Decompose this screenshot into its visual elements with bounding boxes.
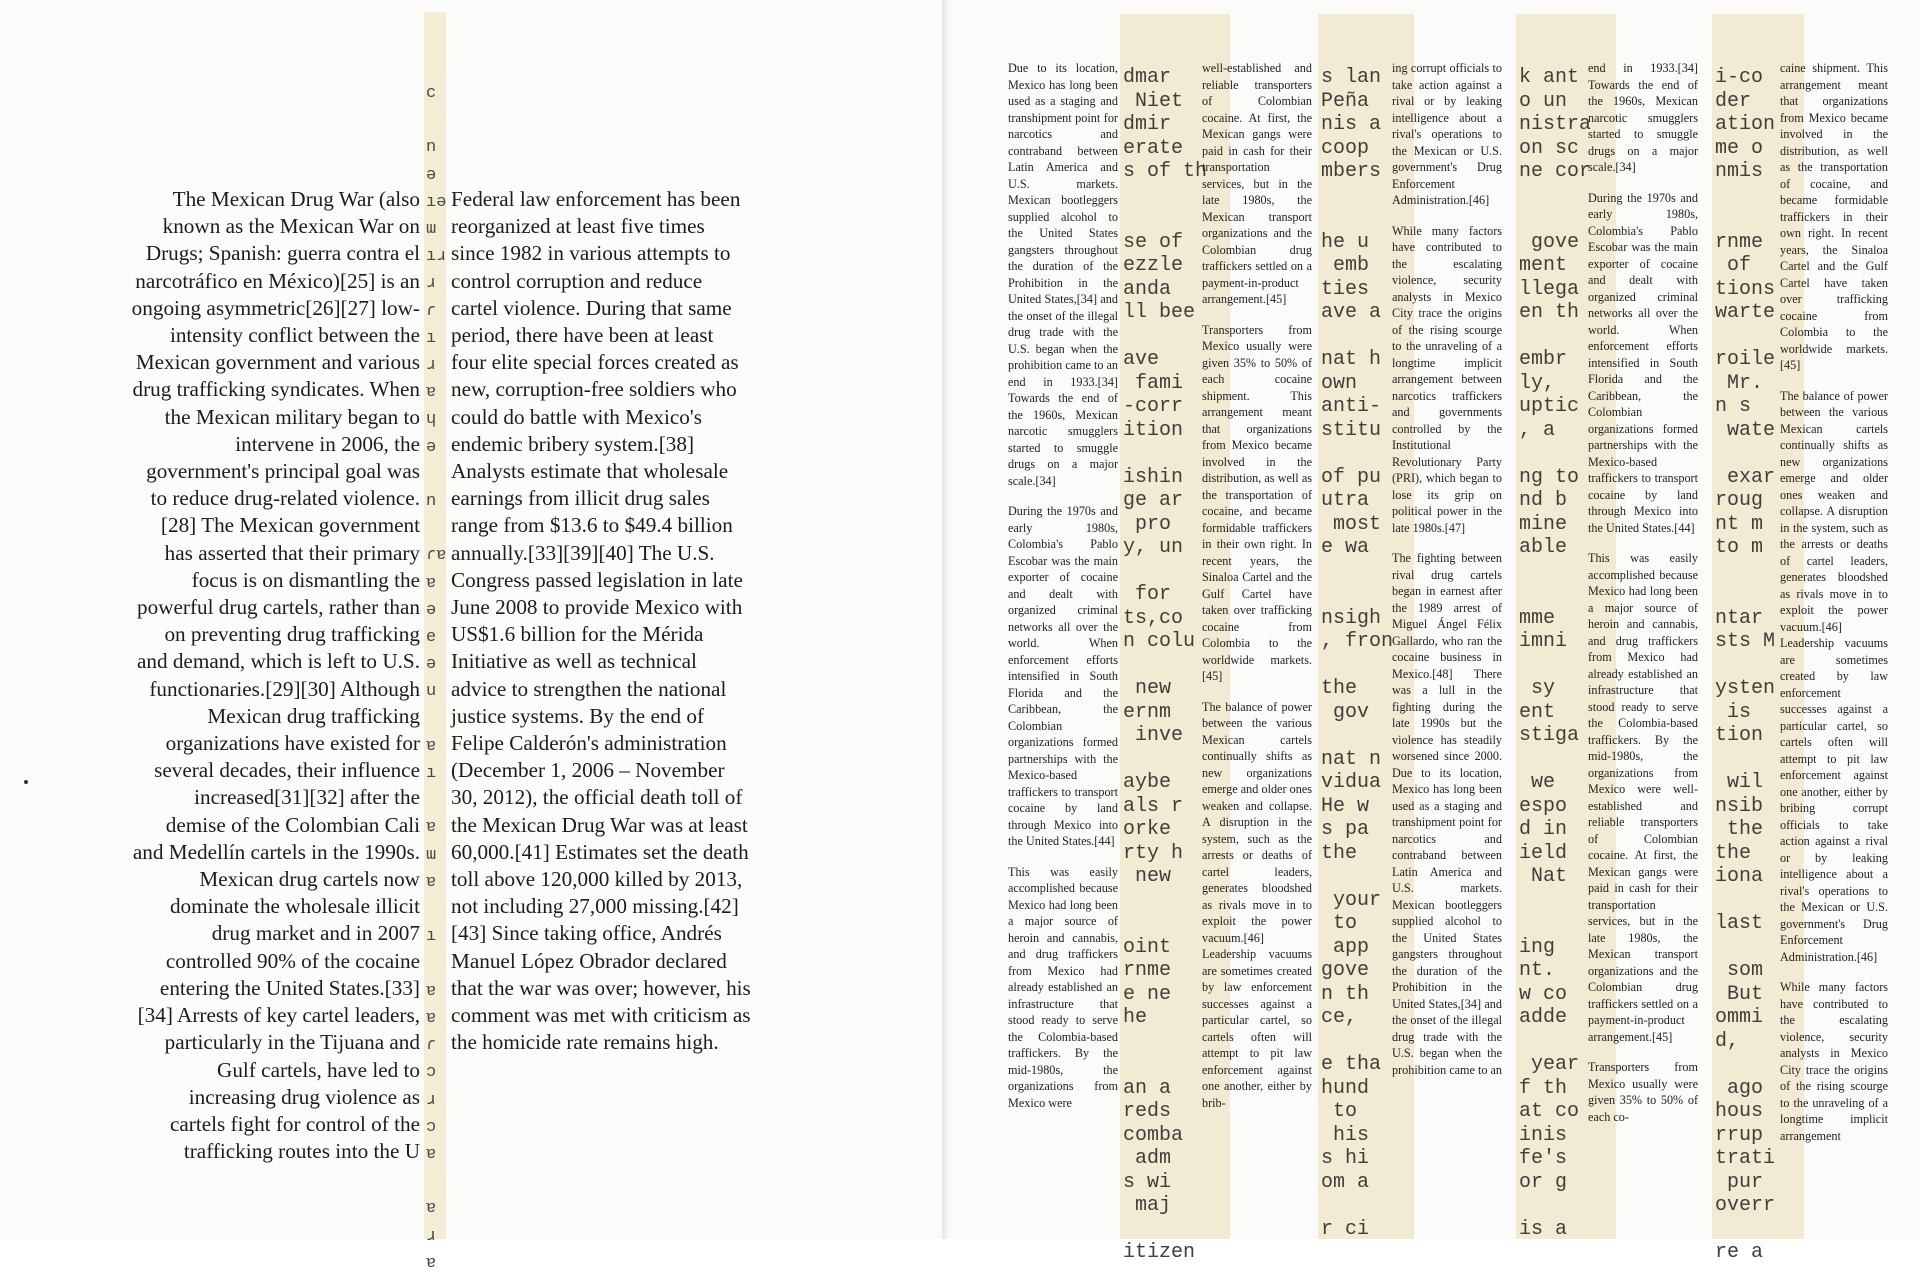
speck-mark: [24, 780, 28, 784]
right-column-5: [1780, 60, 1888, 1158]
left-column-a: The Mexican Drug War (also known as the Mexican War on Drugs; Spanish: guerra contra el narcotráfico en México)[25] is an ongoing asymmetric[26][27] low-intensity conflict between the Mexican government and various drug trafficking syndicates. When the Mexican military began to intervene in 2006, the government's principal goal was to reduce drug-related violence.[28] The Mexican government has asserted that their primary focus is on dismantling the powerful drug cartels, rather than on preventing drug trafficking and demand, which is left to U.S. functionaries.[29][30] Although Mexican drug trafficking organizations have existed for several decades, their influence increased[31][32] after the demise of the Colombian Cali and Medellín cartels in the 1990s. Mexican drug cartels now dominate the wholesale illicit drug market and in 2007 controlled 90% of the cocaine entering the United States.[33][34] Arrests of key cartel leaders, particularly in the Tijuana and Gulf cartels, have led to increasing drug violence as cartels fight for control of the trafficking routes into the U: [131, 187, 420, 1164]
right-column-3: [1392, 60, 1502, 1092]
strip-2-text: s lan Peña nis a coop mbers he u emb ties ave a nat h own anti- stitu of pu utra most e wa nsigh , fron the gov nat n vidua He w s pa the your to app gove n th ce, e tha hund to his s hi om a r ci: [1321, 66, 1394, 1241]
paragraph: The fighting between rival drug cartels began in earnest after the 1989 arrest of Miguel Ángel Félix Gallardo, who ran the cocaine business in Mexico.[48] There was a lull in the fighting during the late 1990s but the violence has steadily worsened since 2000. Due to its location, Mexico has long been used as a staging and transhipment point for narcotics and contraband between Latin America and U.S. markets. Mexican bootleggers supplied alcohol to the United States gangsters throughout the duration of the Prohibition in the United States,[34] and the onset of the illegal drug trade with the U.S. began when the prohibition came to an: [1392, 551, 1502, 1077]
strip-4-text: i-co der ation me o nmis rnme of tions warte roile Mr. n s wate exar roug nt m to m ntar sts M ysten is tion wil nsib the the iona last som But ommi d, ago hous rrup trati pur overr re a: [1715, 66, 1776, 1264]
left-column-b: Federal law enforcement has been reorganized at least five times since 1982 in various attempts to control corruption and reduce cartel violence. During that same period, there have been at least four elite special forces created as new, corruption-free soldiers who could do battle with Mexico's endemic bribery system.[38] Analysts estimate that wholesale earnings from illicit drug sales range from $13.6 to $49.4 billion annually.[33][39][40] The U.S. Congress passed legislation in late June 2008 to provide Mexico with US$1.6 billion for the Mérida Initiative as well as technical advice to strengthen the national justice systems. By the end of Felipe Calderón's administration (December 1, 2006 – November 30, 2012), the official death toll of the Mexican Drug War was at least 60,000.[41] Estimates set the death toll above 120,000 killed by 2013, not including 27,000 missing.[42][43] Since taking office, Andrés Manuel López Obrador declared that the war was over; however, his comment was met with criticism as the homicide rate remains high.: [451, 187, 751, 1055]
right-column-2: [1202, 60, 1312, 1125]
paragraph: well-established and reliable transporters of Colombian cocaine. At first, the Mexican gangs were paid in cash for their transportation services, but in the late 1980s, the Mexican transport organizations and the Colombian drug traffickers settled on a payment-in-product arrangement.[45]: [1202, 61, 1312, 306]
paragraph: caine shipment. This arrangement meant that organizations from Mexico became involved in the distribution, as well as the transportation of cocaine, and became formidable traffickers in their own right. In recent years, the Sinaloa Cartel and the Gulf Cartel have taken over trafficking cocaine from Colombia to the worldwide markets.[45]: [1780, 61, 1888, 372]
paragraph: This was easily accomplished because Mexico had long been a major source of heroin and cannabis, and drug traffickers from Mexico had already established an infrastructure that stood ready to serve the Colombia-based traffickers. By the mid-1980s, the organizations from Mexico were well-established and reliable transporters of Colombian cocaine. At first, the Mexican gangs were paid in cash for their transportation services, but in the late 1980s, the Mexican transport organizations and the Colombian drug traffickers settled on a payment-in-product arrangement.[45]: [1588, 551, 1698, 1044]
paragraph: During the 1970s and early 1980s, Colombia's Pablo Escobar was the main exporter of cocaine and dealt with organized criminal networks all over the world. When enforcement efforts intensified in South Florida and the Caribbean, the Colombian organizations formed partnerships with the Mexico-based traffickers to transport cocaine by land through Mexico into the United States.[44]: [1008, 504, 1118, 848]
paragraph: The balance of power between the various Mexican cartels continually shifts as new organizations emerge and older ones weaken and collapse. A disruption in the system, such as the arrests or deaths of cartel leaders, generates bloodshed as rivals move in to exploit the power vacuum.[46] Leadership vacuums are sometimes created by law enforcement successes against a particular cartel, so cartels often will attempt to pit law enforcement against one another, either by bribing corrupt officials to take action against a rival or by leaking intelligence about a rival's operations to the Mexican or U.S. government's Drug Enforcement Administration.[46]: [1780, 388, 1888, 964]
strip-1-text: dmar Niet dmir erate s of th se of ezzle anda ll bee ave fami -corr ition ishin ge ar pro y, un for ts,co n colu new ernm inve aybe als r orke rty h new oint rnme e ne he an a reds comba adm s wi maj itizen: [1123, 66, 1208, 1264]
paragraph: Transporters from Mexico usually were given 35% to 50% of each cocaine shipment. This arrangement meant that organizations from Mexico became involved in the distribution, as well as the transportation of cocaine, and became formidable traffickers in their own right. In recent years, the Sinaloa Cartel and the Gulf Cartel have taken over trafficking cocaine from Colombia to the worldwide markets.[45]: [1202, 322, 1312, 683]
paragraph: ing corrupt officials to take action against a rival or by leaking intelligence about a rival's operations to the Mexican or U.S. government's Drug Enforcement Administration.[46]: [1392, 61, 1502, 207]
paragraph: During the 1970s and early 1980s, Colombia's Pablo Escobar was the main exporter of cocaine and dealt with organized criminal networks all over the world. When enforcement efforts intensified in South Florida and the Caribbean, the Colombian organizations formed partnerships with the Mexico-based traffickers to transport cocaine by land through Mexico into the United States.[44]: [1588, 190, 1698, 535]
strip-glyphs: c n ə ıə ɯ ıɹ ɹ ɾ ı ɹ ɐ ɥ ə n ɾɐ ɐ ə e ə u ɐ ı ɐ ɯ ɐ ı ɐ ɐ ɾ ɔ ɹ ɔ ɐ ɐ ɹ ɐ: [426, 84, 447, 1273]
paragraph: The balance of power between the various Mexican cartels continually shifts as new organizations emerge and older ones weaken and collapse. A disruption in the system, such as the arrests or deaths of cartel leaders, generates bloodshed as rivals move in to exploit the power vacuum.[46] Leadership vacuums are sometimes created by law enforcement successes against a particular cartel, so cartels often will attempt to pit law enforcement against one another, either by brib-: [1202, 699, 1312, 1110]
right-page: [948, 0, 1920, 1264]
paragraph: end in 1933.[34] Towards the end of the 1960s, Mexican narcotic smugglers started to smuggle drugs on a major scale.[34]: [1588, 61, 1698, 174]
paragraph: While many factors have contributed to the escalating violence, security analysts in Mexico City trace the origins of the rising scourge to the unraveling of a longtime implicit arrangement: [1780, 980, 1888, 1143]
paragraph: Due to its location, Mexico has long been used as a staging and transhipment point for narcotics and contraband between Latin America and U.S. markets. Mexican bootleggers supplied alcohol to the United States gangsters throughout the duration of the Prohibition in the United States,[34] and the onset of the illegal drug trade with the U.S. began when the prohibition came to an end in 1933.[34] Towards the end of the 1960s, Mexican narcotic smugglers started to smuggle drugs on a major scale.[34]: [1008, 61, 1118, 488]
right-column-1: [1008, 60, 1118, 1125]
paragraph: While many factors have contributed to the escalating violence, security analysts in Mexico City trace the origins of the rising scourge to the unraveling of a longtime implicit arrangement between narcotics traffickers and governments controlled by the Institutional Revolutionary Party (PRI), which began to lose its grip on political power in the late 1980s.[47]: [1392, 223, 1502, 535]
collage-strip-left: [424, 12, 447, 1273]
paragraph: Transporters from Mexico usually were given 35% to 50% of each co-: [1588, 1060, 1698, 1124]
right-column-4: [1588, 60, 1698, 1139]
paragraph: This was easily accomplished because Mexico had long been a major source of heroin and cannabis, and drug traffickers from Mexico had already established an infrastructure that stood ready to serve the Colombia-based traffickers. By the mid-1980s, the organizations from Mexico were: [1008, 864, 1118, 1110]
strip-3-text: k ant o un nistra on sc ne cor gove ment llega en th embr ly, uptic , a ng to nd b mine able mme imni sy ent stiga we espo d in ield Nat ing nt. w co adde year f th at co inis fe's or g is a: [1519, 66, 1592, 1241]
left-page: [0, 0, 942, 1273]
